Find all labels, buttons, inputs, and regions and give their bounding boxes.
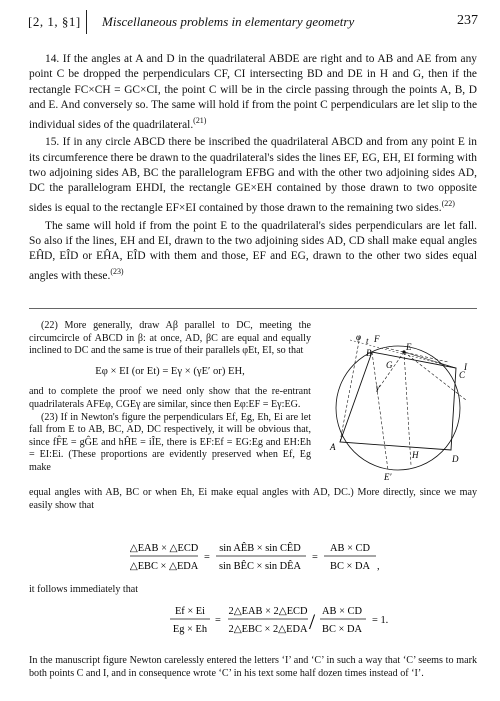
ratio-equation-1 [130,533,430,585]
footnote-23-text: (23) If in Newton's figure the perpendiculars Ef, Eg, Eh, Ei are let fall from E to AB, BC, AD, DC respectively, it will be obvious that, since fF̂E = gĜE and hĤE = iÎE, there is EF:Ef = EG:Eg and EH:Eh = EI:Ei. (These proportions are evidently preserved when Ef, Eg make [29,411,311,473]
eq1-lhs-denominator: △EBC × △EDA [130,561,199,572]
eq1-equals-2: = [312,552,318,563]
circumcircle [336,346,460,470]
eq2-lhs-denominator: Eg × Eh [172,624,208,635]
manuscript-note: In the manuscript figure Newton carelessly entered the letters ‘I’ and ‘C’ in such a way that ‘C’ seems to mark both points C and I, and in consequence wrote ‘C’ in his text some half dozen times instead of ‘I’. [29,655,477,679]
paragraph-15: 15. If in any circle ABCD there be inscribed the quadrilateral ABCD and from any point E in its circumference there be drawn to the quadrilateral's sides the lines EF, EG, EH, EI forming with two adjoining sides AB, BC the parallelogram EFBG and with the other two adjoining sides AD, DC the parallelogram EHDI, the rectangle GE×EH contained by those drawn to two opposite sides is equal to the rectangle EF×EI contained by those drawn to the remaining two sides.$^{(22)}$ [29,136,477,215]
eq2-lhs-numerator: Ef × Ei [174,606,206,617]
footnote-ref-21: (21) [193,116,207,126]
label-f: F [374,334,380,344]
eq1-comma: , [377,561,380,572]
eq2-equals: = [215,615,221,626]
eq1-rhs-denominator: BC × DA [330,561,370,572]
label-gamma: γ [376,382,380,392]
eq1-mid-denominator: sin BÊC × sin DÊA [218,561,302,572]
line-e-to-f [376,352,404,392]
eq2-slash: / [309,609,316,634]
label-e: E [406,342,412,352]
label-phi: φ [356,332,361,342]
follows-text: it follows immediately that [29,584,139,595]
footnote-22-equation: Eφ × EI (or Et) = Eγ × (γE′ or) EH, [95,365,245,377]
label-h: H [412,450,419,460]
running-header [28,10,478,34]
label-i: I [464,362,467,372]
footnote-23-continuation: equal angles with AB, BC or when Eh, Ei make equal angles with AD, DC.) More directly, since we may easily show that [29,487,477,511]
eq1-lhs-numerator: △EAB × △ECD [130,543,199,554]
footnotes-left-column [29,320,311,475]
paragraph-14: 14. If the angles at A and D in the quadrilateral ABDE are right and to AB and AE from any point C be dropped the perpendiculars CF, CI intersecting BD and DE in H and G, then if the rectangle FC×CH = GC×CI, the point C will be in the circle passing through the points A, B, D and E. And conversely so. The same will hold if from the point C perpendiculars are let slip to the individual sides of the quadrilateral.$^{(21)}$ [29,53,477,131]
label-a: A [330,442,336,452]
eq1-rhs-numerator: AB × CD [330,543,370,554]
quadrilateral-abcd [340,352,456,450]
geometry-figure [316,330,476,482]
header-divider [86,10,87,34]
label-d: D [452,454,459,464]
main-text [29,52,477,285]
footnote-ref-23: (23) [110,267,124,277]
line-e-to-h [404,352,411,465]
label-b: B [366,348,372,358]
ratio-equation-2 [170,596,430,648]
paragraph-same: The same will hold if from the point E to the quadrilateral's sides perpendiculars are let fall. So also if the lines, EH and EI, drawn to the two adjoining sides AD, CD shall make equal angles EĤD, EÎD or EĤA, EÎD with them and those, EF and EG, drawn to the other two sides equal angles with these.$^{(23)}$ [29,219,477,283]
footnote-separator [29,308,477,309]
eq2-mid-numerator: 2△EAB × 2△ECD [228,606,308,617]
eq1-mid-numerator: sin AÊB × sin CÊD [219,543,301,554]
label-c: C [459,370,466,380]
footnote-ref-22: (22) [441,199,455,209]
label-g: G [386,360,393,370]
line-e-to-c [386,348,448,362]
eq2-mid-denominator: 2△EBC × 2△EDA [228,624,308,635]
eq2-rhs-denominator: BC × DA [322,624,362,635]
eq2-rhs-numerator: AB × CD [322,606,362,617]
running-title: Miscellaneous problems in elementary geometry [102,14,355,29]
page-number: 237 [457,13,478,28]
label-e-prime: E′ [384,472,392,482]
footnote-22-continuation: and to complete the proof we need only show that the re-entrant quadrilaterals AFEφ, CGEγ are similar, since then Eφ:EF = Eγ:EG. [29,386,311,410]
section-reference: [2, 1, §1] [28,14,81,29]
line-phi [340,336,360,442]
eq1-equals-1: = [204,552,210,563]
eq2-result: = 1. [372,615,389,626]
footnote-22-text: (22) More generally, draw Aβ parallel to DC, meeting the circumcircle of ABCD in β: at once, AD, βC are equal and equally inclined to DC and the same is true of their parallels φEt, EI, so that [29,320,311,357]
label-t: t [366,336,369,346]
